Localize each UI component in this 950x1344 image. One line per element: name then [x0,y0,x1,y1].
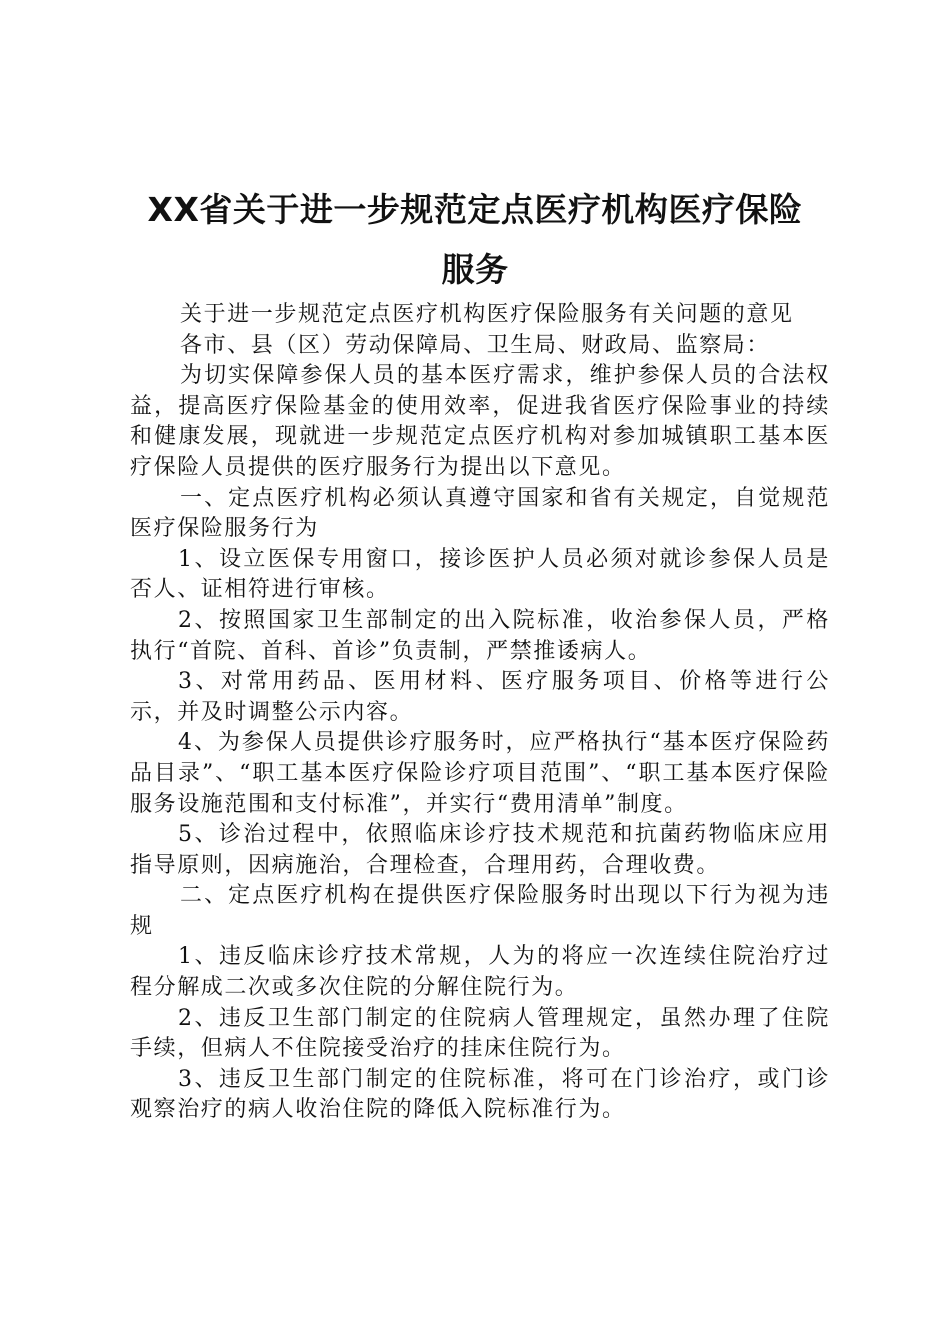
document-title-line-1: XX省关于进一步规范定点医疗机构医疗保险 [147,190,803,229]
section-1-item-3: 3、对常用药品、医用材料、医疗服务项目、价格等进行公示，并及时调整公示内容。 [130,669,830,725]
intro-paragraph: 为切实保障参保人员的基本医疗需求，维护参保人员的合法权益，提高医疗保险基金的使用效率，促进我省医疗保险事业的持续和健康发展，现就进一步规范定点医疗机构对参加城镇职工基本医疗保险人员提供的医疗服务行为提出以下意见。 [130,363,830,480]
section-1-item-1: 1、设立医保专用窗口，接诊医护人员必须对就诊参保人员是否人、证相符进行审核。 [130,546,830,603]
section-2-item-2: 2、违反卫生部门制定的住院病人管理规定，虽然办理了住院手续，但病人不住院接受治疗的挂床住院行为。 [130,1005,830,1062]
section-1-item-2: 2、按照国家卫生部制定的出入院标准，收治参保人员，严格执行“首院、首科、首诊”负责制，严禁推诿病人。 [130,607,830,664]
document-subtitle: 关于进一步规范定点医疗机构医疗保险服务有关问题的意见 [180,302,794,327]
section-heading-1: 一、定点医疗机构必须认真遵守国家和省有关规定，自觉规范医疗保险服务行为 [130,485,830,542]
section-2-item-3: 3、违反卫生部门制定的住院标准，将可在门诊治疗，或门诊观察治疗的病人收治住院的降低入院标准行为。 [130,1066,830,1123]
document-title-line-2: 服务 [441,250,509,289]
section-1-item-5: 5、诊治过程中，依照临床诊疗技术规范和抗菌药物临床应用指导原则，因病施治，合理检查，合理用药，合理收费。 [130,822,830,878]
document-body [130,300,830,1126]
section-heading-2: 二、定点医疗机构在提供医疗保险服务时出现以下行为视为违规 [130,883,830,939]
addressee-line: 各市、县（区）劳动保障局、卫生局、财政局、监察局： [180,332,771,358]
section-1-item-4: 4、为参保人员提供诊疗服务时，应严格执行“基本医疗保险药品目录”、“职工基本医疗保险诊疗项目范围”、“职工基本医疗保险服务设施范围和支付标准”，并实行“费用清单”制度。 [130,730,830,817]
section-2-item-1: 1、违反临床诊疗技术常规，人为的将应一次连续住院治疗过程分解成二次或多次住院的分解住院行为。 [130,944,830,1001]
